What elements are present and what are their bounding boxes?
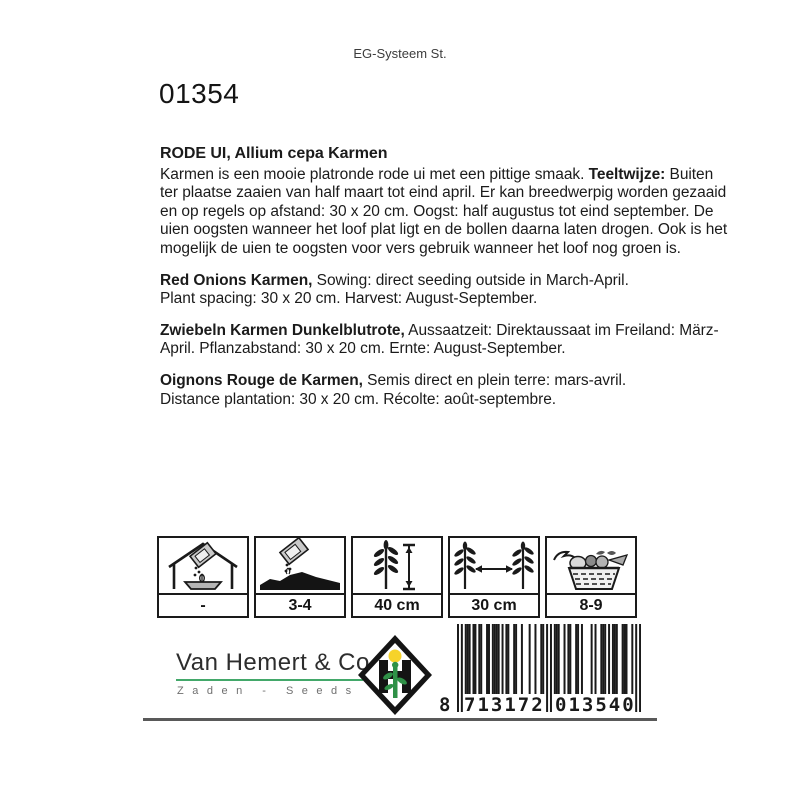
pictogram-row bbox=[157, 536, 637, 618]
pictogram-harvest bbox=[545, 536, 637, 618]
pictogram-plant-height bbox=[351, 536, 443, 618]
article-number: 01354 bbox=[159, 78, 240, 109]
pictogram-label: 40 cm bbox=[351, 593, 443, 618]
text-line: Oignons Rouge de Karmen, Semis direct en plein terre: mars-avril. bbox=[160, 371, 627, 389]
pictogram-label: 8-9 bbox=[545, 593, 637, 618]
description-nl bbox=[160, 165, 728, 259]
pictogram-label: - bbox=[157, 593, 249, 618]
pictogram-sow-outdoor bbox=[254, 536, 346, 618]
system-label: EG-Systeem St. bbox=[353, 46, 447, 61]
pictogram-sow-indoor bbox=[157, 536, 249, 618]
pictogram-label: 3-4 bbox=[254, 593, 346, 618]
ean13-barcode bbox=[439, 624, 641, 719]
product-title: RODE UI, Allium cepa Karmen bbox=[160, 145, 388, 162]
brand-name: Van Hemert & Co bbox=[176, 649, 370, 676]
brand-accent-rule bbox=[176, 679, 363, 681]
harvest-icon bbox=[547, 538, 635, 593]
text-line: uien oogsten wanneer het loof plat ligt en de bollen daarna laten drogen. Ook is het bbox=[160, 221, 728, 239]
brand-tagline: Zaden - Seeds bbox=[177, 685, 360, 697]
text-column bbox=[160, 145, 728, 422]
text-line: Zwiebeln Karmen Dunkelblutrote, Aussaatzeit: Direktaussaat im Freiland: März- bbox=[160, 321, 719, 339]
text-line: Red Onions Karmen, Sowing: direct seeding outside in March-April. bbox=[160, 271, 629, 289]
description-de bbox=[160, 321, 719, 359]
description-blocks bbox=[160, 165, 728, 410]
text-line: April. Pflanzabstand: 30 x 20 cm. Ernte: August-September. bbox=[160, 340, 566, 358]
text-line: Distance plantation: 30 x 20 cm. Récolte: août-septembre. bbox=[160, 390, 557, 408]
pictogram-label: 30 cm bbox=[448, 593, 540, 618]
description-fr bbox=[160, 372, 665, 409]
description-en bbox=[160, 272, 665, 309]
text-line: en op regels op afstand: 30 x 20 cm. Oogst: half augustus tot eind september. De bbox=[160, 202, 714, 220]
sow-outdoor-icon bbox=[256, 538, 344, 593]
sow-indoor-icon bbox=[159, 538, 247, 593]
text-line: Karmen is een mooie platronde rode ui met een pittige smaak. Teeltwijze: Buiten bbox=[160, 165, 714, 183]
pictogram-plant-spacing bbox=[448, 536, 540, 618]
text-line: Plant spacing: 30 x 20 cm. Harvest: August-September. bbox=[160, 290, 538, 308]
barcode-digits-left: 713172 bbox=[464, 694, 545, 716]
barcode-digits-right: 013540 bbox=[555, 694, 636, 716]
text-line: ter plaatse zaaien van half maart tot eind april. Er kan breedwerpig worden gezaaid bbox=[160, 184, 727, 202]
barcode-digit-first: 8 bbox=[439, 694, 453, 716]
text-line: mogelijk de uien te oogsten voor vers gebruik wanneer het loof nog groen is. bbox=[160, 239, 681, 257]
plant-spacing-icon bbox=[450, 538, 538, 593]
bottom-divider-line bbox=[143, 718, 657, 721]
plant-height-icon bbox=[353, 538, 441, 593]
brand-diamond-logo bbox=[356, 633, 434, 717]
